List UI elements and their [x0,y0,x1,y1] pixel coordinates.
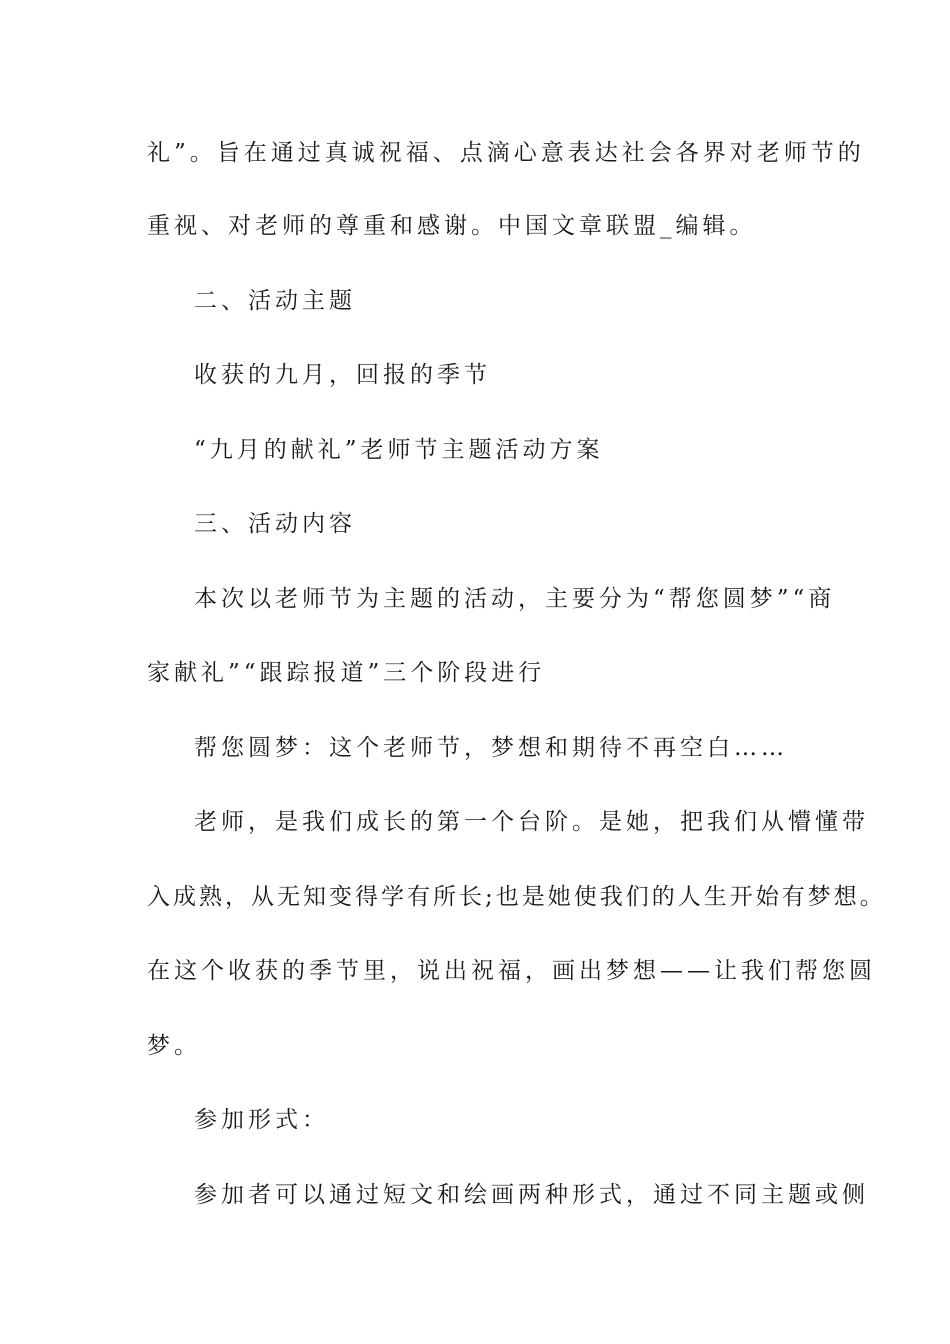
paragraph-line: 礼”。旨在通过真诚祝福、点滴心意表达社会各界对老师节的 [147,140,865,166]
paragraph-line: 老师，是我们成长的第一个台阶。是她，把我们从懵懂带 [194,809,869,835]
paragraph-line: 家献礼”“跟踪报道”三个阶段进行 [147,660,546,686]
paragraph-line: 参加形式： [194,1107,329,1133]
paragraph-line: 在这个收获的季节里，说出祝福，画出梦想——让我们帮您圆 [147,958,876,984]
paragraph-line: 重视、对老师的尊重和感谢。中国文章联盟_编辑。 [147,213,757,239]
paragraph-line: “九月的献礼”老师节主题活动方案 [194,437,604,463]
paragraph-line: 参加者可以通过短文和绘画两种形式，通过不同主题或侧 [194,1182,869,1208]
paragraph-line: 本次以老师节为主题的活动，主要分为“帮您圆梦”“商 [194,586,836,612]
section-heading: 三、活动内容 [194,511,356,537]
paragraph-line: 入成熟，从无知变得学有所长;也是她使我们的人生开始有梦想。 [147,884,886,910]
paragraph-line: 帮您圆梦：这个老师节，梦想和期待不再空白…… [194,735,788,761]
paragraph-line: 收获的九月，回报的季节 [194,362,491,388]
paragraph-line: 梦。 [147,1033,201,1059]
section-heading: 二、活动主题 [194,288,356,314]
